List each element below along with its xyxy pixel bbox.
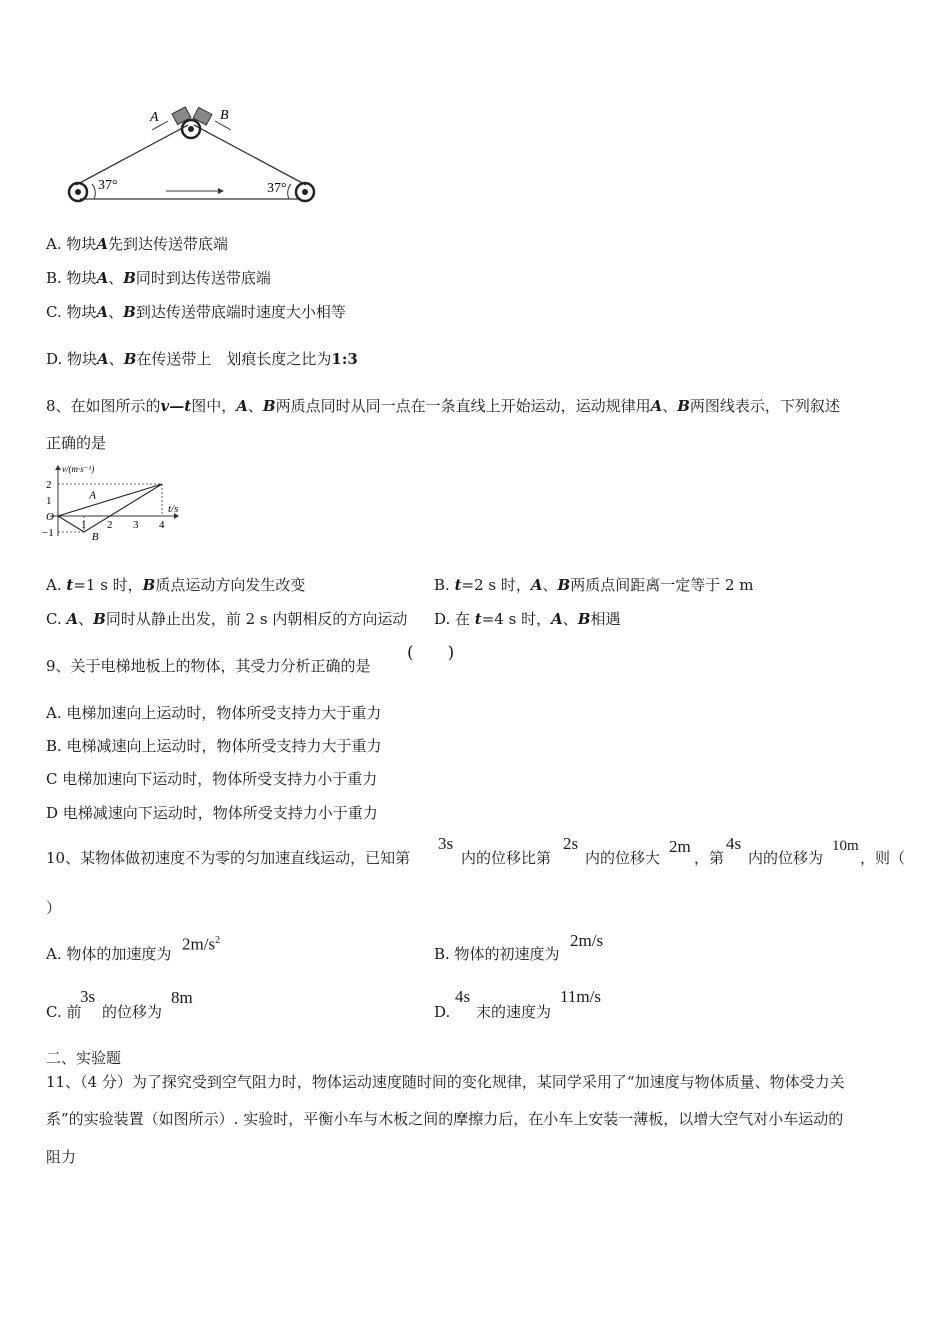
conveyor-belt-figure <box>60 95 335 215</box>
q8-option-a: A. t=1 s 时，B质点运动方向发生改变 <box>46 576 306 594</box>
y-axis-arrow <box>55 465 61 470</box>
origin-label: O <box>46 511 54 523</box>
q9-option-d: D 电梯减速向下运动时，物体所受支持力小于重力 <box>46 804 378 822</box>
q10-option-b-text: B. 物体的初速度为 <box>434 945 560 963</box>
q9-option-a: A. 电梯加速向上运动时，物体所受支持力大于重力 <box>46 704 382 722</box>
q10-option-c-v2: 8m <box>171 988 193 1007</box>
q8-stem-line1: 8、在如图所示的v—t图中，A、B两质点同时从同一点在一条直线上开始运动，运动规律用A、B两图线表示，下列叙述 <box>46 397 840 415</box>
q10-stem-p1: 10、某物体做初速度不为零的匀加速直线运动，已知第 <box>46 849 411 867</box>
q7-option-d: D. 物块A、B在传送带上 划痕长度之比为1:3 <box>46 350 358 368</box>
q10-option-d-v1: 4s <box>455 987 471 1006</box>
q10-v5: 10m <box>832 838 859 854</box>
y-tick-label: 1 <box>46 495 52 507</box>
angle-left: 37° <box>98 178 118 193</box>
x-tick-label: 4 <box>159 519 165 531</box>
q11-line3: 阻力 <box>46 1148 77 1166</box>
q7-option-a: A. 物块A先到达传送带底端 <box>46 235 229 253</box>
q10-v3: 2m <box>669 837 691 856</box>
q10-option-c-v1: 3s <box>80 987 96 1006</box>
q10-stem-p3: 内的位移大 <box>585 849 661 867</box>
q7-option-c: C. 物块A、B到达传送带底端时速度大小相等 <box>46 303 346 321</box>
series-line-a <box>58 484 162 516</box>
label-a: A <box>150 110 159 125</box>
x-tick-label: 2 <box>107 519 113 531</box>
x-tick-label: 3 <box>133 519 139 531</box>
q8-option-d: D. 在 t=4 s 时，A、B相遇 <box>434 610 621 628</box>
q10-stem-p5: 内的位移为 <box>748 849 824 867</box>
angle-right: 37° <box>267 181 287 196</box>
section-title: 二、实验题 <box>46 1049 122 1067</box>
q9-answer-paren: ( ) <box>407 643 455 663</box>
q11-line2: 系”的实验装置（如图所示）. 实验时，平衡小车与木板之间的摩擦力后，在小车上安装一薄板，以增大空气对小车运动的 <box>46 1110 844 1128</box>
q10-stem-p6: ，则（ <box>860 849 906 867</box>
label-b: B <box>220 108 229 123</box>
pulley-right <box>296 183 314 201</box>
pulley-top <box>182 120 200 138</box>
q7-option-b: B. 物块A、B同时到达传送带底端 <box>46 269 271 287</box>
q10-option-c-mid: 的位移为 <box>102 1003 163 1021</box>
x-tick-label: 1 <box>81 519 87 531</box>
y-tick-label: −1 <box>42 527 54 539</box>
q11-line1: 11、（4 分）为了探究受到空气阻力时，物体运动速度随时间的变化规律，某同学采用了“加速度与物体质量、物体受力关 <box>46 1073 845 1091</box>
y-axis-label: v/(m·s⁻¹) <box>62 464 95 474</box>
q8-option-b: B. t=2 s 时，A、B两质点间距离一定等于 2 m <box>434 576 754 594</box>
vt-graph <box>40 462 190 547</box>
q9-stem: 9、关于电梯地板上的物体，其受力分析正确的是 <box>46 657 371 675</box>
q10-option-d-mid: 末的速度为 <box>476 1003 552 1021</box>
q10-option-d-pre: D. <box>434 1003 451 1021</box>
q9-option-c: C 电梯加速向下运动时，物体所受支持力小于重力 <box>46 770 378 788</box>
q10-stem-p2: 内的位移比第 <box>461 849 552 867</box>
q10-stem-line2: ） <box>46 899 62 917</box>
q10-option-b-value: 2m/s <box>570 931 604 950</box>
q10-option-a-text: A. 物体的加速度为 <box>46 945 172 963</box>
q10-v1: 3s <box>438 834 454 853</box>
q8-stem-line2: 正确的是 <box>46 434 107 452</box>
q10-v2: 2s <box>563 834 579 853</box>
y-tick-label: 2 <box>46 479 52 491</box>
block-a <box>172 107 191 125</box>
x-axis-label: t/s <box>168 503 179 515</box>
series-label-a: A <box>89 489 96 502</box>
q10-option-c-pre: C. 前 <box>46 1003 82 1021</box>
q10-option-a-value: $2m/s^2$ <box>182 934 221 954</box>
q8-option-c: C. A、B同时从静止出发，前 2 s 内朝相反的方向运动 <box>46 610 408 628</box>
series-label-b: B <box>91 531 99 543</box>
q10-option-d-v2: 11m/s <box>560 987 601 1006</box>
q10-v4: 4s <box>726 834 742 853</box>
q9-option-b: B. 电梯减速向上运动时，物体所受支持力大于重力 <box>46 737 382 755</box>
q10-stem-p4: ，第 <box>694 849 725 867</box>
pulley-left <box>69 183 87 201</box>
